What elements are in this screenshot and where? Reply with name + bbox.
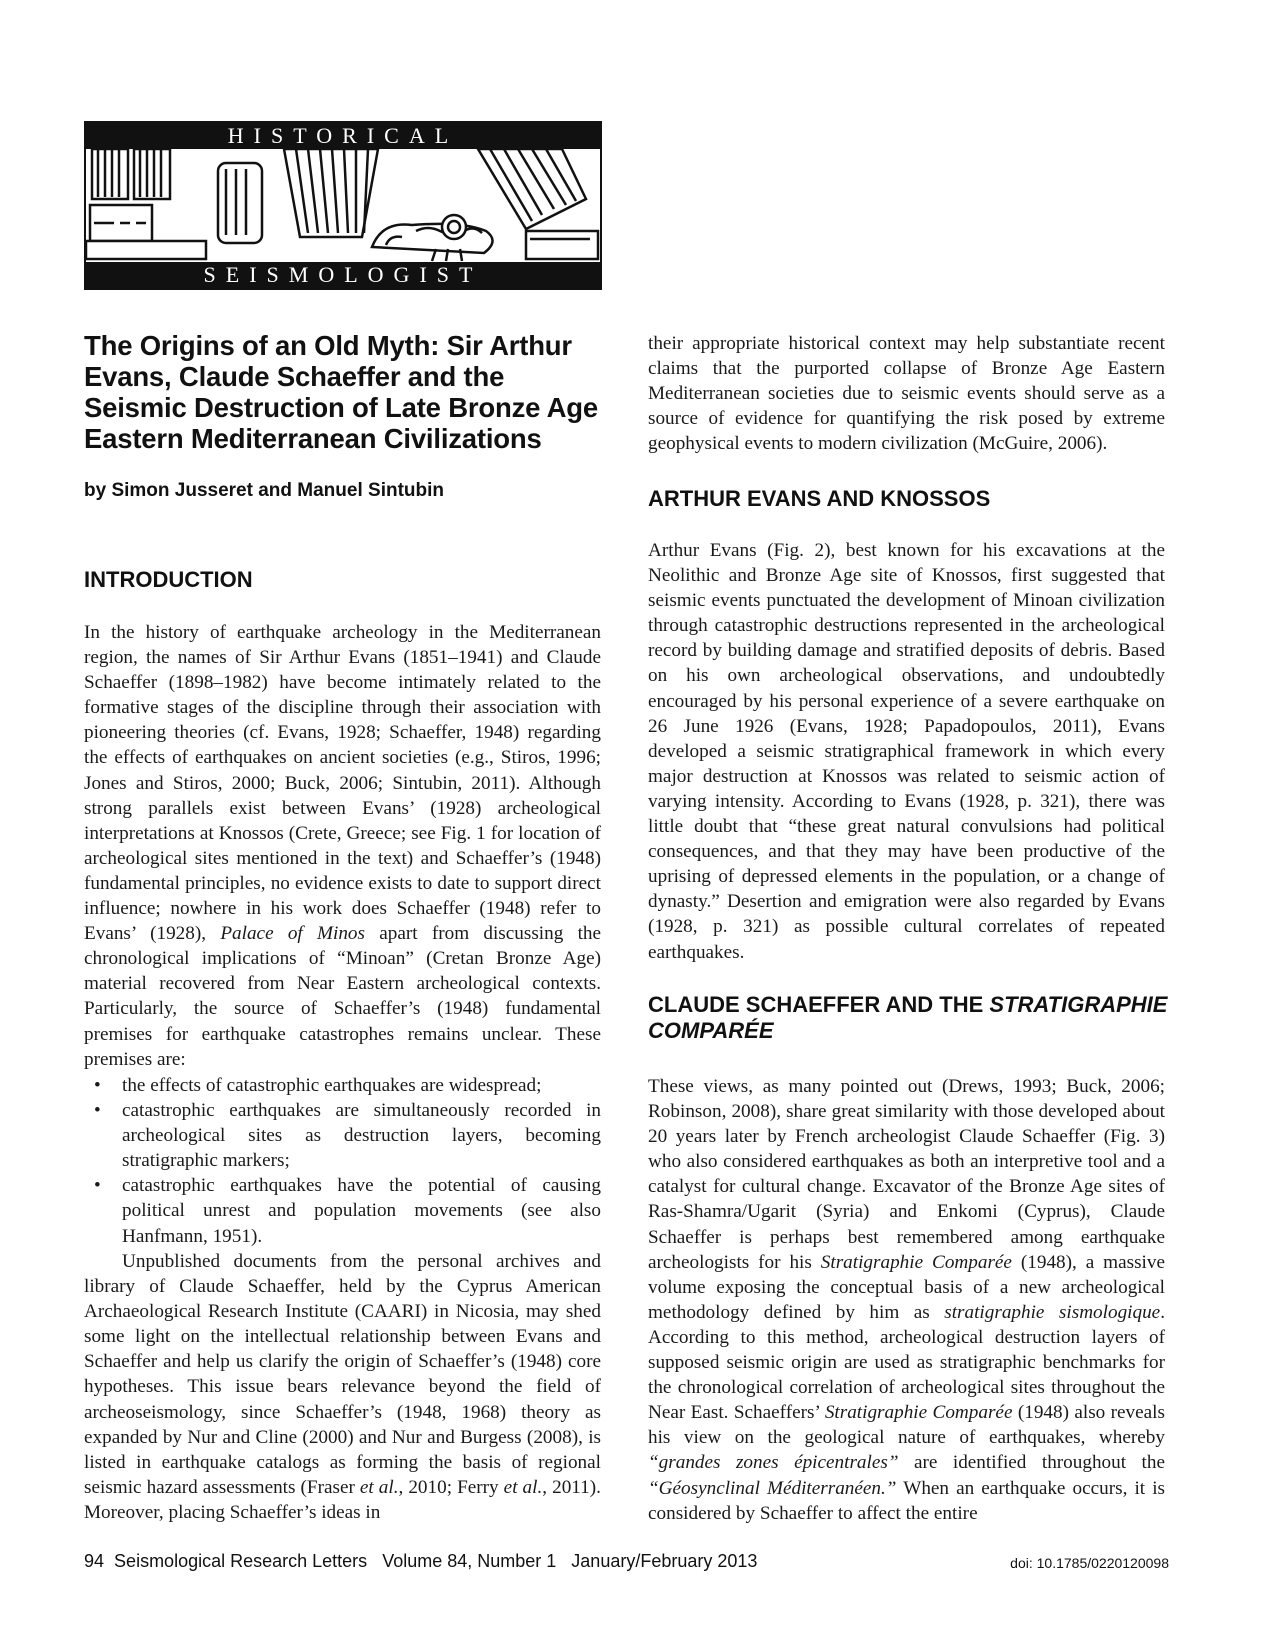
section-heading-schaeffer [648,992,1168,1044]
intro-p1-text-b: apart from discussing the chronological implications of “Minoan” (Cretan Bronze Age) material recovered from Near Eastern archeological contexts. Particularly, the source of Schaeffer’s (1948) fundamental premises for earthquake catastrophes remains unclear. These premises are: [84,923,602,1070]
section-heading-introduction: INTRODUCTION [84,567,253,592]
intro-p1-italic-title: Palace of Minos [220,923,365,945]
schaeffer-italic-1: Stratigraphie Comparée [820,1251,1012,1273]
schaeffer-text-c: . According to this method, archeological destruction layers of supposed seismic origin are used as stratigraphic benchmarks for the chronological correlation of archeological sites throughout the Near East. Schaeffers’ [648,1301,1165,1424]
intro-p2-text-c: , 2011). Moreover, placing Schaeffer’s ideas in [84,1476,601,1523]
schaeffer-italic-5: “Géosynclinal Méditerranéen.” [648,1477,897,1499]
section-heading-evans-knossos: ARTHUR EVANS AND KNOSSOS [648,486,991,511]
premise-item: • catastrophic earthquakes have the potential of causing political unrest and population movements (see also Hanfmann, 1951). [84,1173,601,1248]
journal-date: January/February 2013 [571,1551,758,1571]
banner-bottom-band [86,262,600,288]
evans-knossos-paragraph: Arthur Evans (Fig. 2), best known for his excavations at the Neolithic and Bronze Age site of Knossos, first suggested that seismic events punctuated the development of Minoan civilization through catastrophic destructions represented in the archeological record by building damage and stratified deposits of debris. Based on his own archeological observations, and undoubtedly encouraged by his personal experience of a severe earthquake on 26 June 1926 (Evans, 1928; Papadopoulos, 2011), Evans developed a seismic stratigraphical framework in which every major destruction at Knossos was related to seismic action of varying intensity. According to Evans (1928, p. 321), there was little doubt that “these great natural convulsions had political consequences, and that they may have been productive of the uprising of depressed elements in the population, or a change of dynasty.” Desertion and emigration were also regarded by Evans (1928, p. 321) as possible cultural correlates of repeated earthquakes. [648,540,1165,963]
intro-p2-etal-1: et al. [359,1476,399,1498]
schaeffer-text-b: (1948), a massive volume exposing the conceptual basis of a new archeological methodology defined by him as [648,1251,1165,1323]
schaeffer-text-a: These views, as many pointed out (Drews, 1993; Buck, 2006; Robinson, 2008), share great similarity with those developed about 20 years later by French archeologist Claude Schaeffer (Fig. 3) who also considered earthquakes as both an interpretive tool and a catalyst for cultural change. Excavator of the Bronze Age sites of Ras-Shamra/Ugarit (Syria) and Enkomi (Cyprus), Claude Schaeffer is perhaps best remembered among earthquake archeologists for his [648,1076,1165,1273]
page-footer [84,1551,1169,1575]
intro-p2-text-a: Unpublished documents from the personal archives and library of Claude Schaeffer, held by the Cyprus American Archaeological Research Institute (CAARI) in Nicosia, may shed some light on the intellectual relationship between Evans and Schaeffer and help us clarify the origin of Schaeffer’s (1948) core hypotheses. This issue bears relevance beyond the field of archeoseismology, since Schaeffer’s (1948, 1968) theory as expanded by Nur and Cline (2000) and Nur and Burgess (2008), is listed in earthquake catalogs as forming the basis of regional seismic hazard assessments (Fraser [84,1251,601,1498]
historical-seismologist-banner [84,121,602,290]
journal-volume: Volume 84, Number 1 [382,1551,557,1571]
intro-p2-etal-2: et al. [503,1476,543,1498]
premises-list [84,1073,601,1249]
premise-item: • the effects of catastrophic earthquakes are widespread; [84,1073,601,1098]
intro-p1-text-a: In the history of earthquake archeology in the Mediterranean region, the names of Sir Arthur Evans (1851–1941) and Claude Schaeffer (1898–1982) have become intimately related to the formative stages of the discipline through their association with pioneering theories (cf. Evans, 1928; Schaeffer, 1948) regarding the effects of earthquakes on ancient societies (e.g., Stiros, 1996; Jones and Stiros, 2000; Buck, 2006; Sintubin, 2011). Although strong parallels exist between Evans’ (1928) archeological interpretations at Knossos (Crete, Greece; see Fig. 1 for location of archeological sites mentioned in the text) and Schaeffer’s (1948) fundamental principles, no evidence exists to date to support direct influence; nowhere in his work does Schaeffer (1948) refer to Evans’ (1928), [84,622,601,945]
banner-bottom-word: SEISMOLOGIST [203,262,483,287]
banner-top-word: HISTORICAL [227,123,459,148]
introduction-paragraph-2 [84,1249,601,1525]
schaeffer-paragraph [648,1074,1165,1526]
schaeffer-heading-italic: STRATIGRAPHIE COMPARÉE [648,992,1168,1043]
premise-item: • catastrophic earthquakes are simultaneously recorded in archeological sites as destruction layers, becoming stratigraphic markers; [84,1098,601,1173]
intro-p2-text-b: , 2010; Ferry [398,1476,504,1498]
schaeffer-text-e: are identified throughout the [898,1452,1165,1474]
continued-paragraph: their appropriate historical context may help substantiate recent claims that the purported collapse of Bronze Age Eastern Mediterranean societies due to seismic events should serve as a source of evidence for quantifying the risk posed by extreme geophysical events to modern civilization (McGuire, 2006). [648,333,1165,455]
introduction-paragraph-1 [84,620,601,1072]
schaeffer-italic-4: “grandes zones épicentrales” [648,1452,899,1474]
schaeffer-heading-text: CLAUDE SCHAEFFER AND THE [648,992,990,1017]
doi: doi: 10.1785/0220120098 [1010,1555,1169,1571]
schaeffer-text-d: (1948) also reveals his view on the geological nature of earthquakes, whereby [648,1402,1165,1449]
article-byline: by Simon Jusseret and Manuel Sintubin [84,480,444,501]
banner-top-band [86,123,600,149]
schaeffer-italic-3: Stratigraphie Comparée [824,1402,1013,1424]
journal-name: Seismological Research Letters [114,1551,368,1571]
schaeffer-text-f: When an earthquake occurs, it is considered by Schaeffer to affect the entire [648,1477,1165,1524]
article-title: The Origins of an Old Myth: Sir Arthur Evans, Claude Schaeffer and the Seismic Destruction of Late Bronze Age Eastern Mediterranean Civilizations [84,330,598,454]
column-ruins-illustration [86,149,600,262]
footer-citation [84,1551,757,1572]
page-number: 94 [84,1551,105,1571]
schaeffer-italic-2: stratigraphie sismologique [944,1301,1161,1323]
